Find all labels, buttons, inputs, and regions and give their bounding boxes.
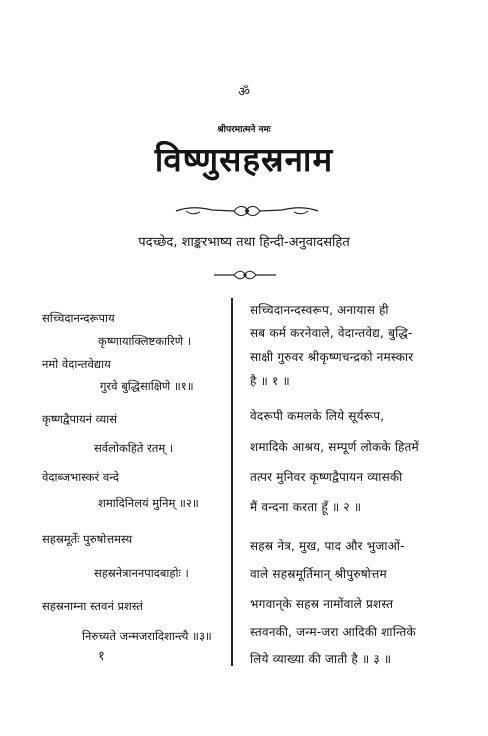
verse-line: वेदाब्जभास्करं वन्दे: [42, 470, 119, 484]
ornament-divider-icon: [172, 200, 322, 222]
verse-line: सहस्रनाम्ना स्तवनं प्रशस्तं: [42, 599, 143, 613]
translation-line: स्तवनकी, जन्म-जरा आदिकी शान्तिके: [250, 625, 416, 639]
translation-line: वाले सहस्रमूर्तिमान् श्रीपुरुषोत्तम: [250, 567, 387, 581]
column-divider: [231, 298, 233, 666]
verse-line: निरुच्यते जन्मजरादिशान्त्यै ॥३॥: [82, 629, 212, 643]
ornament-small-icon: [210, 266, 280, 284]
verse-line: गुरवे बुद्धिसाक्षिणे ॥१॥: [100, 379, 194, 393]
page-number: १: [98, 649, 105, 664]
translation-line: तत्पर मुनिवर कृष्णद्वैपायन व्यासकी: [250, 470, 403, 484]
translation-line: है ॥ १ ॥: [250, 374, 290, 388]
translation-line: वेदरूपी कमलके लिये सूर्यरूप,: [250, 409, 385, 423]
invocation-line: श्रीपरमात्मने नमः: [217, 125, 271, 135]
translation-line: सहस्र नेत्र, मुख, पाद और भुजाओं-: [250, 539, 405, 553]
verse-line: सच्चिदानन्दरूपाय: [42, 311, 115, 325]
translation-line: लिये व्याख्या की जाती है ॥ ३ ॥: [250, 652, 392, 666]
verse-line: कृष्णायाक्लिष्टकारिणे ।: [98, 334, 192, 348]
om-symbol: ॐ: [238, 85, 250, 100]
translation-line: सच्चिदानन्दस्वरूप, अनायास ही: [250, 303, 389, 317]
translation-line: मैं वन्दना करता हूँ ॥ २ ॥: [250, 500, 362, 514]
translation-line: साक्षी गुरुवर श्रीकृष्णचन्द्रको नमस्कार: [250, 350, 414, 364]
verse-line: सर्वलोकहिते रतम् ।: [94, 441, 174, 455]
page-title: विष्णुसहस्रनाम: [154, 140, 334, 179]
verse-line: कृष्णद्वैपायनं व्यासं: [42, 412, 118, 426]
verse-line: सहस्रनेत्राननपादबाहोः ।: [94, 566, 189, 580]
translation-line: शमादिके आश्रय, सम्पूर्ण लोकके हितमें: [250, 440, 419, 454]
translation-line: भगवान्‌के सहस्र नामोंवाले प्रशस्त: [250, 597, 394, 611]
translation-line: सब कर्म करनेवाले, वेदान्तवेद्य, बुद्धि-: [250, 326, 413, 340]
verse-line: शमादिनिलयं मुनिम् ॥२॥: [98, 496, 199, 510]
verse-line: नमो वेदान्तवेद्याय: [42, 357, 111, 371]
subtitle: पदच्छेद, शाङ्करभाष्य तथा हिन्दी-अनुवादसहित: [138, 235, 350, 250]
verse-line: सहस्रमूर्तेः पुरुषोत्तमस्य: [42, 532, 133, 546]
